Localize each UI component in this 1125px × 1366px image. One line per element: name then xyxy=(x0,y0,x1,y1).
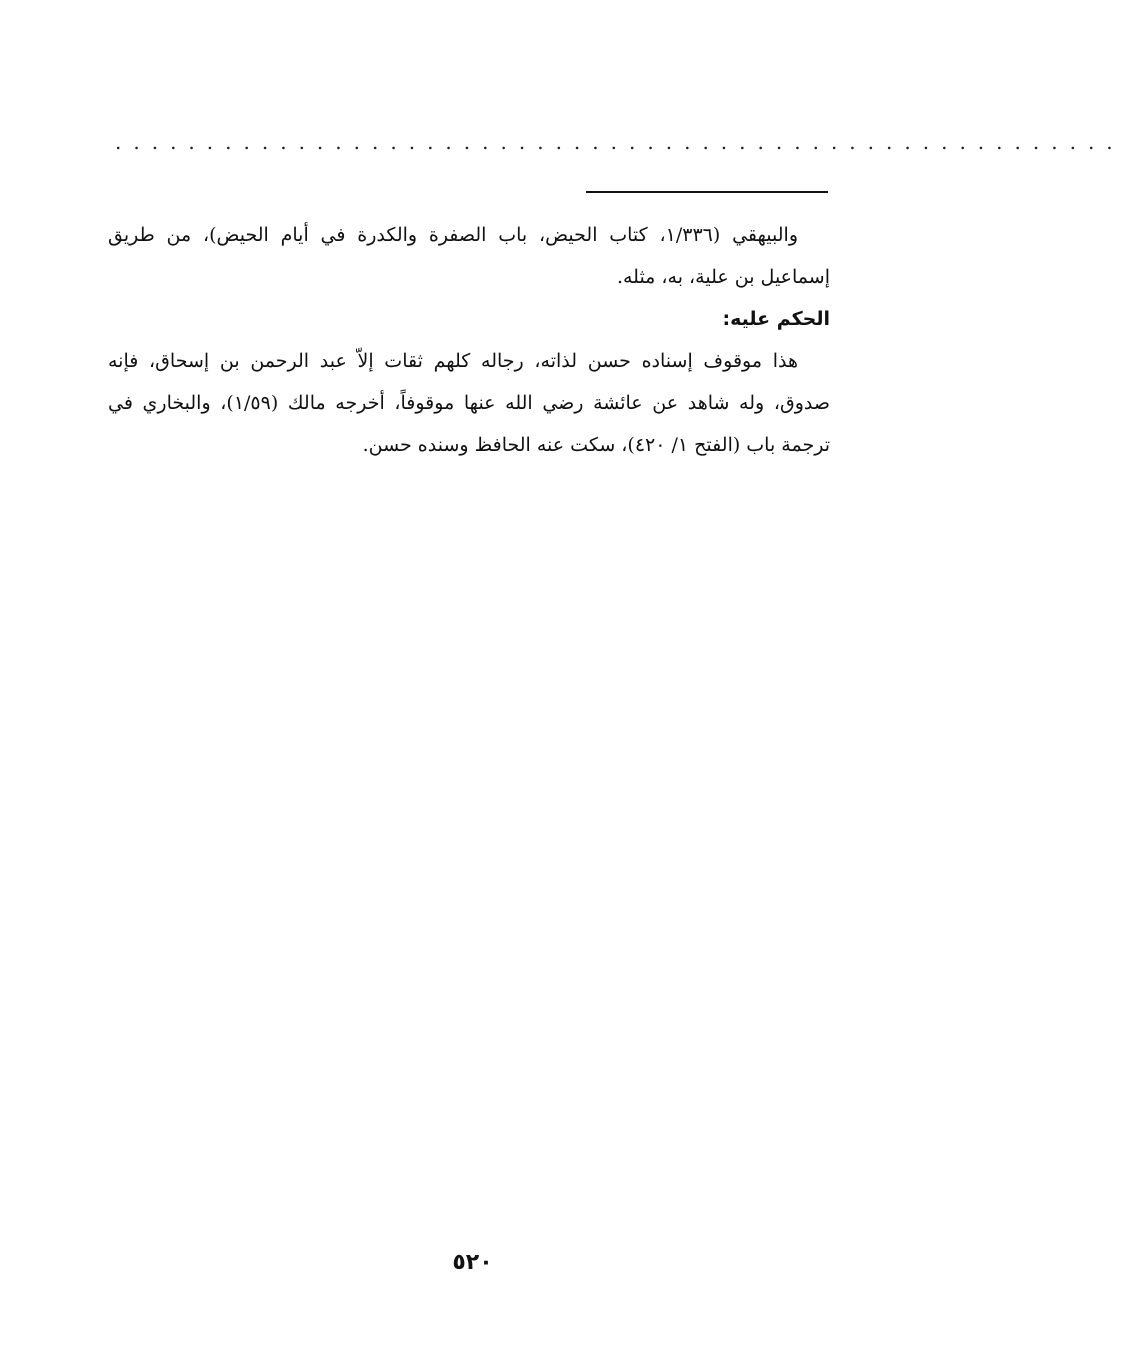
ruling-heading: الحكم عليه: xyxy=(722,308,830,330)
main-text xyxy=(108,214,830,466)
ruling-paragraph: هذا موقوف إسناده حسن لذاته، رجاله كلهم ثقات إلاّ عبد الرحمن بن إسحاق، فإنه صدوق، وله شاهد عن عائشة رضي الله عنها موقوفاً، أخرجه مالك (١/٥٩)، والبخاري في ترجمة باب (الفتح ١/ ٤٢٠)، سكت عنه الحافظ وسنده حسن. xyxy=(108,350,830,456)
page-number: ٥٢٠ xyxy=(452,1250,493,1275)
footnote-rule xyxy=(586,191,828,193)
footnote-citation: والبيهقي (١/٣٣٦، كتاب الحيض، باب الصفرة والكدرة في أيام الحيض)، من طريق إسماعيل بن علية، به، مثله. xyxy=(108,224,830,288)
dotted-separator: ....................................................... xyxy=(115,130,1125,154)
